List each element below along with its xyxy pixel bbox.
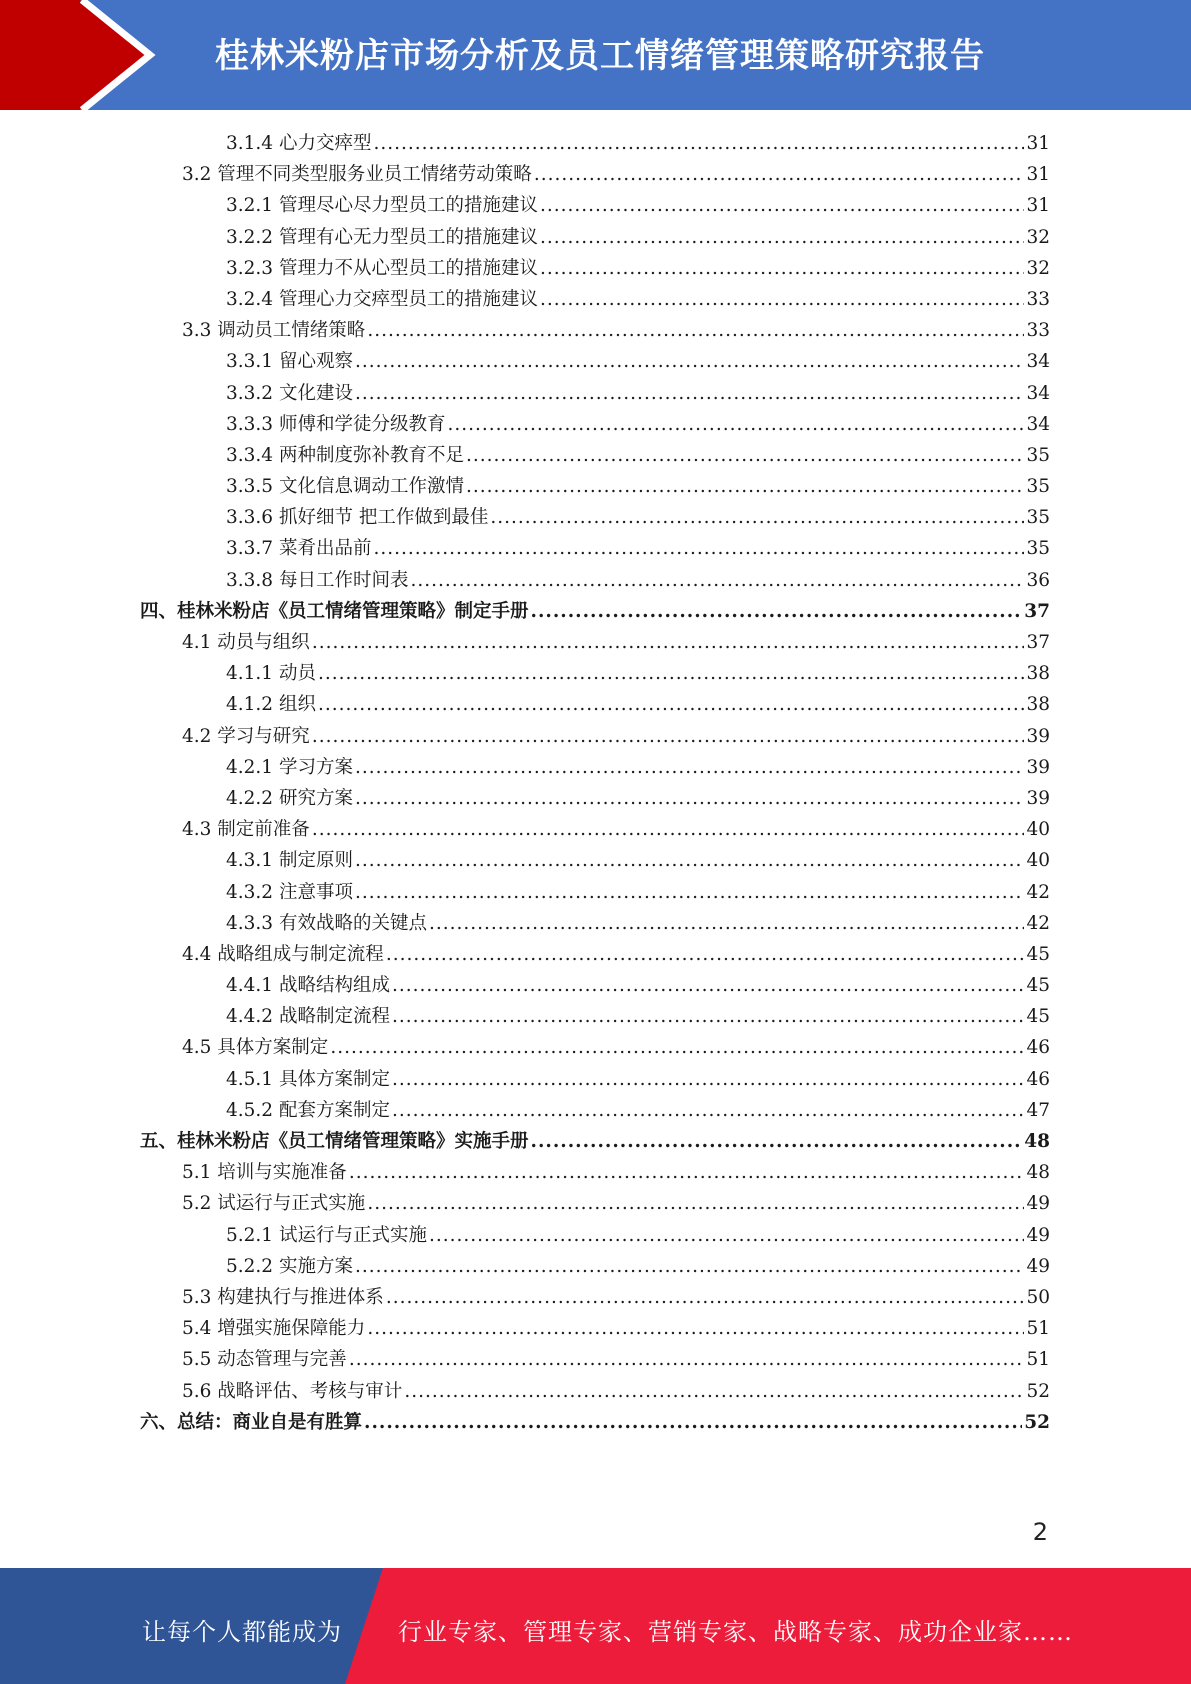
- toc-entry-page-number: 31: [1026, 133, 1050, 154]
- toc-entry-page-number: 31: [1026, 195, 1050, 217]
- toc-entry-page-number: 49: [1026, 1193, 1050, 1215]
- toc-entry-page-number: 47: [1026, 1099, 1050, 1121]
- toc-dot-leader: [531, 1126, 1023, 1157]
- toc-entry-title: 4.2.1 学习方案: [226, 756, 353, 778]
- toc-entry-title: 4.5.1 具体方案制定: [226, 1068, 390, 1090]
- toc-entry-title: 5.2.1 试运行与正式实施: [226, 1224, 427, 1246]
- toc-dot-leader: [355, 752, 1025, 783]
- toc-entry-page-number: 39: [1026, 787, 1050, 809]
- toc-dot-leader: [392, 1001, 1024, 1032]
- toc-entry-title: 5.2 试运行与正式实施: [182, 1193, 366, 1215]
- toc-entry-title: 4.4 战略组成与制定流程: [182, 943, 384, 965]
- toc-entry-page-number: 31: [1026, 164, 1050, 186]
- toc-entry[interactable]: [140, 284, 1050, 315]
- toc-entry-page-number: 38: [1026, 663, 1050, 685]
- toc-entry-title: 4.5 具体方案制定: [182, 1037, 329, 1059]
- toc-dot-leader: [531, 596, 1023, 627]
- toc-entry-title: 4.1 动员与组织: [182, 632, 310, 653]
- toc-entry-title: 3.3.4 两种制度弥补教育不足: [226, 444, 464, 466]
- toc-entry-title: 5.2.2 实施方案: [226, 1255, 353, 1277]
- toc-entry[interactable]: [140, 814, 1050, 845]
- toc-entry-title: 五、桂林米粉店《员工情绪管理策略》实施手册: [140, 1131, 529, 1152]
- toc-entry-page-number: 48: [1026, 1162, 1050, 1184]
- toc-entry-page-number: 42: [1026, 881, 1050, 903]
- toc-entry[interactable]: [140, 159, 1050, 190]
- toc-entry[interactable]: [140, 346, 1050, 377]
- toc-entry-page-number: 45: [1026, 975, 1050, 997]
- toc-entry-page-number: 35: [1026, 444, 1050, 466]
- toc-entry[interactable]: [140, 1313, 1050, 1344]
- toc-entry-page-number: 51: [1026, 1349, 1050, 1371]
- toc-entry[interactable]: [140, 128, 1050, 159]
- toc-entry-page-number: 51: [1026, 1318, 1050, 1340]
- toc-entry-page-number: 33: [1026, 288, 1050, 310]
- toc-entry-title: 3.3.5 文化信息调动工作激情: [226, 476, 464, 498]
- toc-entry-page-number: 34: [1026, 382, 1050, 404]
- toc-entry[interactable]: [140, 1220, 1050, 1251]
- toc-entry[interactable]: [140, 845, 1050, 876]
- toc-entry-title: 4.3.1 制定原则: [226, 850, 353, 872]
- footer-banner: [0, 1568, 1191, 1684]
- toc-entry-title: 3.3.7 菜肴出品前: [226, 538, 372, 560]
- toc-dot-leader: [540, 253, 1024, 284]
- toc-dot-leader: [490, 502, 1024, 533]
- toc-entry-page-number: 52: [1024, 1411, 1050, 1433]
- toc-entry-page-number: 35: [1026, 538, 1050, 560]
- toc-entry-page-number: 42: [1026, 912, 1050, 934]
- toc-entry-page-number: 38: [1026, 694, 1050, 716]
- toc-entry[interactable]: [140, 658, 1050, 689]
- toc-dot-leader: [318, 689, 1025, 720]
- toc-dot-leader: [355, 845, 1025, 876]
- toc-entry[interactable]: [140, 378, 1050, 409]
- toc-dot-leader: [540, 284, 1024, 315]
- toc-entry[interactable]: [140, 877, 1050, 908]
- toc-entry[interactable]: [140, 939, 1050, 970]
- toc-entry-page-number: 45: [1026, 943, 1050, 965]
- toc-entry[interactable]: [140, 1188, 1050, 1219]
- toc-entry-title: 3.3 调动员工情绪策略: [182, 320, 366, 342]
- toc-entry[interactable]: [140, 596, 1050, 627]
- toc-entry-title: 六、总结：商业自是有胜算: [140, 1411, 363, 1433]
- toc-entry-title: 3.2 管理不同类型服务业员工情绪劳动策略: [182, 164, 532, 186]
- toc-entry-title: 5.1 培训与实施准备: [182, 1162, 347, 1184]
- toc-dot-leader: [447, 409, 1024, 440]
- toc-entry-title: 3.2.3 管理力不从心型员工的措施建议: [226, 257, 538, 279]
- toc-entry-title: 4.5.2 配套方案制定: [226, 1099, 390, 1121]
- toc-entry-page-number: 34: [1026, 351, 1050, 373]
- toc-dot-leader: [373, 128, 1024, 159]
- toc-entry-title: 3.3.8 每日工作时间表: [226, 569, 409, 591]
- toc-entry[interactable]: [140, 752, 1050, 783]
- toc-dot-leader: [349, 1344, 1025, 1375]
- toc-dot-leader: [386, 939, 1025, 970]
- toc-entry[interactable]: [140, 253, 1050, 284]
- toc-dot-leader: [364, 1407, 1022, 1438]
- toc-entry-page-number: 37: [1024, 600, 1050, 622]
- toc-dot-leader: [404, 1376, 1024, 1407]
- toc-entry-title: 4.1.1 动员: [226, 663, 316, 685]
- toc-entry-title: 3.1.4 心力交瘁型: [226, 133, 372, 154]
- toc-entry[interactable]: [140, 1157, 1050, 1188]
- page-number: 2: [1032, 1518, 1048, 1546]
- toc-dot-leader: [540, 190, 1024, 221]
- toc-dot-leader: [392, 1064, 1024, 1095]
- toc-entry-title: 4.1.2 组织: [226, 694, 316, 716]
- toc-entry-page-number: 49: [1026, 1255, 1050, 1277]
- toc-entry-title: 3.2.2 管理有心无力型员工的措施建议: [226, 226, 538, 248]
- toc-dot-leader: [367, 1188, 1024, 1219]
- toc-entry-page-number: 34: [1026, 413, 1050, 435]
- toc-dot-leader: [355, 877, 1025, 908]
- toc-entry[interactable]: [140, 689, 1050, 720]
- toc-entry[interactable]: [140, 1095, 1050, 1126]
- toc-dot-leader: [386, 1282, 1025, 1313]
- toc-entry-page-number: 36: [1026, 569, 1050, 591]
- toc-dot-leader: [355, 378, 1025, 409]
- toc-dot-leader: [349, 1157, 1025, 1188]
- toc-dot-leader: [318, 658, 1025, 689]
- toc-entry[interactable]: [140, 1064, 1050, 1095]
- toc-entry-title: 4.3.3 有效战略的关键点: [226, 912, 427, 934]
- toc-entry[interactable]: [140, 222, 1050, 253]
- toc-dot-leader: [466, 471, 1024, 502]
- toc-entry-title: 3.2.4 管理心力交瘁型员工的措施建议: [226, 288, 538, 310]
- toc-entry[interactable]: [140, 970, 1050, 1001]
- toc-entry-title: 4.3.2 注意事项: [226, 881, 353, 903]
- toc-entry[interactable]: [140, 565, 1050, 596]
- document-title: 桂林米粉店市场分析及员工情绪管理策略研究报告: [215, 36, 985, 76]
- toc-dot-leader: [312, 814, 1025, 845]
- toc-entry[interactable]: [140, 533, 1050, 564]
- toc-dot-leader: [312, 721, 1025, 752]
- toc-dot-leader: [466, 440, 1024, 471]
- toc-entry[interactable]: [140, 471, 1050, 502]
- toc-entry[interactable]: [140, 1344, 1050, 1375]
- toc-entry-title: 3.3.6 抓好细节 把工作做到最佳: [226, 507, 489, 529]
- toc-entry[interactable]: [140, 1407, 1050, 1438]
- toc-entry-title: 4.2.2 研究方案: [226, 787, 353, 809]
- toc-entry-page-number: 40: [1026, 819, 1050, 841]
- toc-entry-title: 3.2.1 管理尽心尽力型员工的措施建议: [226, 195, 538, 217]
- toc-entry-title: 3.3.3 师傅和学徒分级教育: [226, 413, 446, 435]
- toc-entry[interactable]: [140, 721, 1050, 752]
- toc-entry[interactable]: [140, 440, 1050, 471]
- toc-entry-title: 5.6 战略评估、考核与审计: [182, 1380, 403, 1402]
- footer-slogan-left: 让每个人都能成为: [142, 1618, 342, 1646]
- toc-entry-title: 5.5 动态管理与完善: [182, 1349, 347, 1371]
- toc-dot-leader: [367, 315, 1024, 346]
- footer-slogan-right: 行业专家、管理专家、营销专家、战略专家、成功企业家……: [398, 1618, 1073, 1646]
- toc-entry-page-number: 35: [1026, 507, 1050, 529]
- toc-dot-leader: [355, 1251, 1025, 1282]
- toc-entry-page-number: 50: [1026, 1286, 1050, 1308]
- toc-entry-title: 4.3 制定前准备: [182, 819, 310, 841]
- toc-dot-leader: [355, 783, 1025, 814]
- toc-entry[interactable]: [140, 1126, 1050, 1157]
- header-red-arrow: [0, 0, 148, 110]
- toc-entry[interactable]: [140, 1001, 1050, 1032]
- toc-entry-page-number: 46: [1026, 1037, 1050, 1059]
- toc-entry[interactable]: [140, 783, 1050, 814]
- toc-entry-page-number: 46: [1026, 1068, 1050, 1090]
- toc-entry[interactable]: [140, 1282, 1050, 1313]
- toc-dot-leader: [392, 970, 1024, 1001]
- toc-entry-title: 3.3.1 留心观察: [226, 351, 353, 373]
- toc-entry-page-number: 32: [1026, 257, 1050, 279]
- toc-entry-page-number: 39: [1026, 756, 1050, 778]
- toc-dot-leader: [392, 1095, 1024, 1126]
- toc-entry-page-number: 49: [1026, 1224, 1050, 1246]
- toc-entry-title: 四、桂林米粉店《员工情绪管理策略》制定手册: [140, 600, 529, 622]
- toc-entry-page-number: 48: [1024, 1131, 1050, 1152]
- toc-entry-title: 5.3 构建执行与推进体系: [182, 1286, 384, 1308]
- toc-entry-page-number: 32: [1026, 226, 1050, 248]
- toc-entry[interactable]: [140, 627, 1050, 658]
- toc-entry-title: 4.2 学习与研究: [182, 725, 310, 747]
- toc-entry-title: 4.4.2 战略制定流程: [226, 1006, 390, 1028]
- toc-entry-title: 3.3.2 文化建设: [226, 382, 353, 404]
- header-arrow-decoration: [0, 0, 200, 110]
- toc-dot-leader: [540, 222, 1024, 253]
- toc-dot-leader: [429, 1220, 1024, 1251]
- toc-entry-title: 5.4 增强实施保障能力: [182, 1318, 366, 1340]
- toc-entry-page-number: 35: [1026, 476, 1050, 498]
- toc-entry[interactable]: [140, 908, 1050, 939]
- toc-dot-leader: [367, 1313, 1024, 1344]
- toc-entry-page-number: 39: [1026, 725, 1050, 747]
- toc-entry-page-number: 40: [1026, 850, 1050, 872]
- toc-entry[interactable]: [140, 190, 1050, 221]
- header-banner: [0, 0, 1191, 110]
- toc-dot-leader: [429, 908, 1024, 939]
- toc-entry-page-number: 37: [1026, 632, 1050, 653]
- toc-entry[interactable]: [140, 315, 1050, 346]
- toc-dot-leader: [355, 346, 1025, 377]
- toc-entry[interactable]: [140, 409, 1050, 440]
- toc-entry-title: 4.4.1 战略结构组成: [226, 975, 390, 997]
- toc-entry[interactable]: [140, 1032, 1050, 1063]
- toc-entry[interactable]: [140, 502, 1050, 533]
- toc-dot-leader: [312, 627, 1025, 658]
- toc-entry-page-number: 52: [1026, 1380, 1050, 1402]
- toc-entry-page-number: 45: [1026, 1006, 1050, 1028]
- toc-entry[interactable]: [140, 1376, 1050, 1407]
- toc-entry[interactable]: [140, 1251, 1050, 1282]
- toc-entry-page-number: 33: [1026, 320, 1050, 342]
- toc-dot-leader: [373, 533, 1024, 564]
- table-of-contents: [140, 128, 1050, 1438]
- toc-dot-leader: [410, 565, 1024, 596]
- toc-dot-leader: [330, 1032, 1024, 1063]
- toc-dot-leader: [534, 159, 1025, 190]
